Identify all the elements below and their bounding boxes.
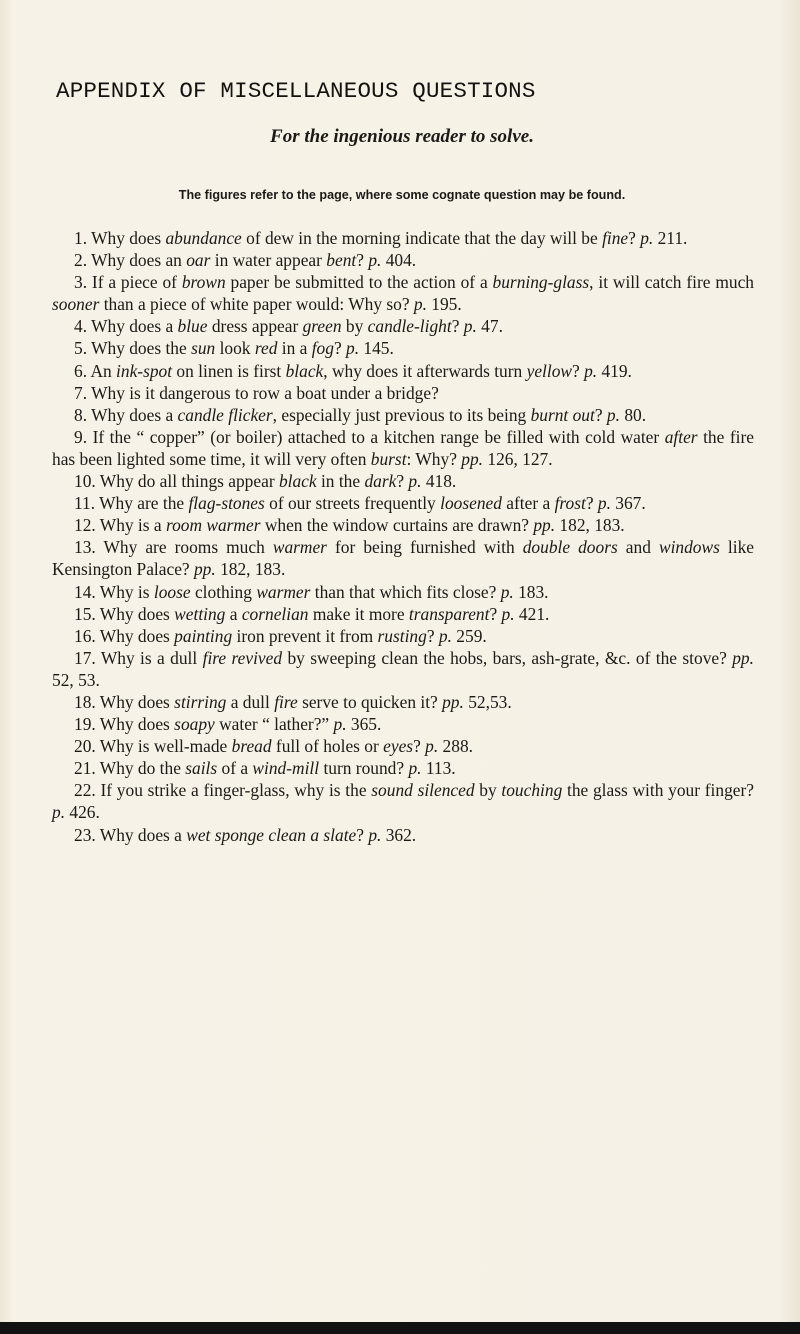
question-item [52, 625, 754, 647]
question-text: Why is a [99, 515, 166, 536]
question-emphasis: p. [501, 603, 515, 624]
question-emphasis: bent [326, 250, 357, 271]
question-text: ? [396, 471, 409, 492]
question-number: 12. [74, 515, 100, 536]
question-text: An [90, 360, 117, 381]
question-emphasis: windows [658, 537, 720, 558]
question-text: the fire has been lighted some time, it will very often [52, 426, 755, 469]
question-emphasis: p. [52, 802, 66, 823]
question-text: 47. [476, 316, 503, 337]
question-text: 259. [451, 625, 487, 646]
question-text: 52, 53. [52, 669, 100, 690]
question-text: 52,53. [463, 691, 512, 712]
question-text: Why does [99, 625, 175, 646]
question-text: 183. [513, 581, 549, 602]
question-number: 21. [74, 758, 100, 779]
question-text: ? [356, 250, 369, 271]
question-text: 145. [359, 338, 394, 359]
question-emphasis: yellow [526, 360, 572, 381]
question-text: by [474, 780, 502, 801]
question-text: Why are the [99, 493, 189, 514]
question-emphasis: frost [554, 493, 586, 514]
question-number: 22. [74, 780, 101, 801]
question-text: ? [413, 736, 426, 757]
question-text: , why does it afterwards turn [323, 360, 527, 381]
question-emphasis: burning-glass [492, 272, 590, 293]
question-text: If you strike a finger-glass, why is the [100, 780, 372, 801]
question-text: water “ lather?” [214, 714, 334, 735]
question-text: of our streets frequently [264, 493, 441, 514]
question-emphasis: loose [153, 581, 191, 602]
question-item [52, 735, 754, 757]
question-emphasis: p. [333, 714, 347, 735]
question-text: dress appear [207, 316, 303, 337]
question-emphasis: transparent [408, 603, 490, 624]
question-emphasis: sun [191, 338, 216, 359]
question-text: Why is well-made [99, 736, 232, 757]
question-item [52, 713, 754, 735]
question-text: ? [572, 360, 585, 381]
question-text: Why does a [91, 316, 178, 337]
question-number: 1. [74, 228, 92, 248]
question-text: ? [585, 493, 598, 514]
question-text: 182, 183. [215, 559, 286, 580]
question-text: a dull [226, 691, 275, 712]
question-emphasis: candle-light [367, 316, 452, 337]
question-emphasis: eyes [383, 736, 414, 757]
question-emphasis: p. [438, 625, 452, 646]
question-text: 418. [421, 471, 457, 492]
question-emphasis: touching [501, 780, 563, 801]
question-emphasis: p. [408, 471, 422, 492]
question-emphasis: p. [584, 360, 598, 381]
question-item [52, 470, 754, 492]
question-emphasis: p. [413, 294, 427, 315]
question-text: ? [594, 404, 607, 425]
question-text: 365. [346, 714, 382, 735]
question-emphasis: p. [597, 493, 611, 514]
question-text: Why does a [91, 404, 178, 425]
question-text: full of holes or [271, 736, 384, 757]
question-number: 6. [74, 360, 91, 381]
question-text: by [341, 316, 368, 337]
question-emphasis: p. [640, 228, 654, 248]
question-emphasis: sails [185, 758, 218, 779]
question-text: 362. [381, 824, 417, 845]
question-emphasis: black [278, 471, 317, 492]
question-number: 18. [74, 691, 100, 712]
question-text: serve to quicken it? [297, 691, 443, 712]
question-text: make it more [308, 603, 409, 624]
question-text: ? [489, 603, 502, 624]
question-text: a [225, 603, 242, 624]
question-emphasis: pp. [461, 448, 484, 469]
question-number: 9. [74, 426, 93, 447]
question-text: Why does [99, 714, 175, 735]
question-emphasis: pp. [732, 647, 754, 668]
question-text: 426. [65, 802, 100, 823]
question-text: If a piece of [91, 272, 182, 293]
question-number: 19. [74, 714, 100, 735]
question-emphasis: double doors [522, 537, 618, 558]
question-text: in water appear [210, 250, 327, 271]
question-number: 13. [74, 537, 104, 558]
question-item [52, 536, 754, 580]
question-text: and [617, 537, 659, 558]
question-text: than a piece of white paper would: Why so? [99, 294, 414, 315]
question-emphasis: p. [408, 758, 422, 779]
question-text: ? [333, 338, 347, 359]
question-text: than that which fits close? [310, 581, 501, 602]
question-text: iron prevent it from [232, 625, 378, 646]
question-text: Why does an [91, 250, 187, 271]
question-text: clothing [190, 581, 257, 602]
question-text: 80. [619, 404, 647, 425]
question-emphasis: burnt out [530, 404, 595, 425]
question-text: like Kensington Palace? [52, 537, 754, 580]
question-emphasis: red [254, 338, 278, 359]
question-item [52, 227, 754, 249]
question-text: 288. [438, 736, 473, 757]
question-text: 126, 127. [483, 448, 553, 469]
question-text: : Why? [406, 448, 462, 469]
question-emphasis: pp. [442, 691, 464, 712]
question-item [52, 757, 754, 779]
question-emphasis: fire [274, 691, 298, 712]
question-text: in a [277, 338, 312, 359]
page-title: APPENDIX OF MISCELLANEOUS QUESTIONS [56, 78, 536, 104]
question-text: on linen is first [172, 360, 286, 381]
question-list [52, 227, 754, 846]
question-emphasis: painting [174, 625, 233, 646]
question-text: , it will catch fire much [589, 272, 754, 293]
question-text: Why is it dangerous to row a boat under a bridge? [91, 382, 439, 403]
question-emphasis: flag-stones [188, 493, 265, 514]
question-emphasis: fire revived [202, 647, 283, 668]
question-emphasis: sound silenced [371, 780, 475, 801]
question-item [52, 249, 754, 271]
question-text: 182, 183. [555, 515, 625, 536]
question-emphasis: pp. [533, 515, 556, 536]
page-note: The figures refer to the page, where some cognate question may be found. [178, 188, 626, 202]
question-emphasis: after [664, 426, 698, 447]
question-item [52, 647, 754, 691]
question-emphasis: stirring [174, 691, 227, 712]
question-emphasis: green [302, 316, 342, 337]
question-item [52, 514, 754, 536]
question-item [52, 581, 754, 603]
question-number: 2. [74, 250, 92, 271]
question-text: 195. [426, 294, 462, 315]
question-item [52, 603, 754, 625]
question-emphasis: sooner [52, 294, 100, 315]
question-number: 15. [74, 603, 100, 624]
question-emphasis: wetting [174, 603, 226, 624]
question-emphasis: p. [368, 824, 382, 845]
question-text: Why is a dull [100, 647, 203, 668]
question-text: of a [217, 758, 253, 779]
question-text: 421. [514, 603, 550, 624]
question-emphasis: warmer [272, 537, 327, 558]
question-text: 211. [653, 228, 688, 248]
question-emphasis: abundance [165, 228, 242, 248]
question-text: ? [426, 625, 439, 646]
question-number: 23. [74, 824, 100, 845]
question-text: paper be submitted to the action of a [225, 272, 493, 293]
question-emphasis: room warmer [165, 515, 261, 536]
question-emphasis: black [285, 360, 324, 381]
question-text: , especially just previous to its being [272, 404, 531, 425]
question-item [52, 691, 754, 713]
question-emphasis: candle flicker [177, 404, 273, 425]
question-text: look [215, 338, 255, 359]
question-text: ? [628, 228, 641, 248]
question-item [52, 426, 754, 470]
question-emphasis: rusting [377, 625, 427, 646]
question-item [52, 382, 754, 404]
question-number: 14. [74, 581, 100, 602]
question-item [52, 779, 754, 823]
question-number: 8. [74, 404, 92, 425]
question-number: 10. [74, 471, 100, 492]
question-text: Why do the [99, 758, 186, 779]
question-item [52, 404, 754, 426]
question-emphasis: p. [425, 736, 439, 757]
question-item [52, 315, 754, 337]
question-emphasis: brown [181, 272, 226, 293]
question-emphasis: blue [177, 316, 208, 337]
question-number: 20. [74, 736, 100, 757]
question-item [52, 271, 754, 315]
question-text: 404. [381, 250, 417, 271]
question-text: by sweeping clean the hobs, bars, ash-grate, &c. of the stove? [282, 647, 733, 668]
question-emphasis: p. [463, 316, 477, 337]
question-item [52, 360, 754, 382]
question-emphasis: fine [602, 228, 629, 248]
question-emphasis: p. [346, 338, 360, 359]
question-text: ? [451, 316, 464, 337]
question-emphasis: bread [231, 736, 272, 757]
question-emphasis: p. [606, 404, 620, 425]
question-text: Why does the [91, 338, 192, 359]
question-emphasis: fog [311, 338, 334, 359]
question-text: turn round? [319, 758, 409, 779]
question-number: 3. [74, 272, 92, 293]
question-text: 367. [610, 493, 646, 514]
page-subtitle: For the ingenious reader to solve. [270, 126, 534, 147]
question-text: Why does [99, 691, 175, 712]
question-text: ? [356, 824, 369, 845]
question-emphasis: wet sponge clean a slate [186, 824, 357, 845]
question-emphasis: p. [368, 250, 382, 271]
question-text: Why is [99, 581, 154, 602]
question-emphasis: oar [186, 250, 211, 271]
question-emphasis: dark [364, 471, 397, 492]
question-text: for being furnished with [326, 537, 523, 558]
question-number: 17. [74, 647, 101, 668]
question-text: when the window curtains are drawn? [260, 515, 534, 536]
question-emphasis: loosened [440, 493, 502, 514]
question-number: 4. [74, 316, 92, 337]
question-item [52, 337, 754, 359]
question-text: in the [316, 471, 365, 492]
question-emphasis: cornelian [241, 603, 309, 624]
question-text: Why does a [99, 824, 187, 845]
question-emphasis: burst [370, 448, 407, 469]
question-number: 16. [74, 625, 100, 646]
question-emphasis: soapy [174, 714, 215, 735]
question-text: Why does [99, 603, 175, 624]
question-text: after a [501, 493, 555, 514]
question-text: Why are rooms much [103, 537, 273, 558]
question-number: 5. [74, 338, 92, 359]
question-emphasis: p. [500, 581, 514, 602]
question-emphasis: ink-spot [116, 360, 173, 381]
question-text: If the “ copper” (or boiler) attached to a kitchen range be filled with cold water [92, 426, 665, 447]
question-text: 419. [597, 360, 632, 381]
question-item [52, 492, 754, 514]
question-item [52, 824, 754, 846]
question-text: Why do all things appear [99, 471, 279, 492]
question-text: Why does [91, 228, 166, 248]
question-text: 113. [421, 758, 456, 779]
question-text: the glass with your finger? [562, 780, 754, 801]
question-number: 7. [74, 382, 92, 403]
question-emphasis: wind-mill [252, 758, 320, 779]
question-emphasis: warmer [256, 581, 311, 602]
question-emphasis: pp. [193, 559, 216, 580]
bottom-border [0, 1322, 800, 1334]
question-text: of dew in the morning indicate that the day will be [241, 228, 603, 248]
question-number: 11. [74, 493, 100, 514]
